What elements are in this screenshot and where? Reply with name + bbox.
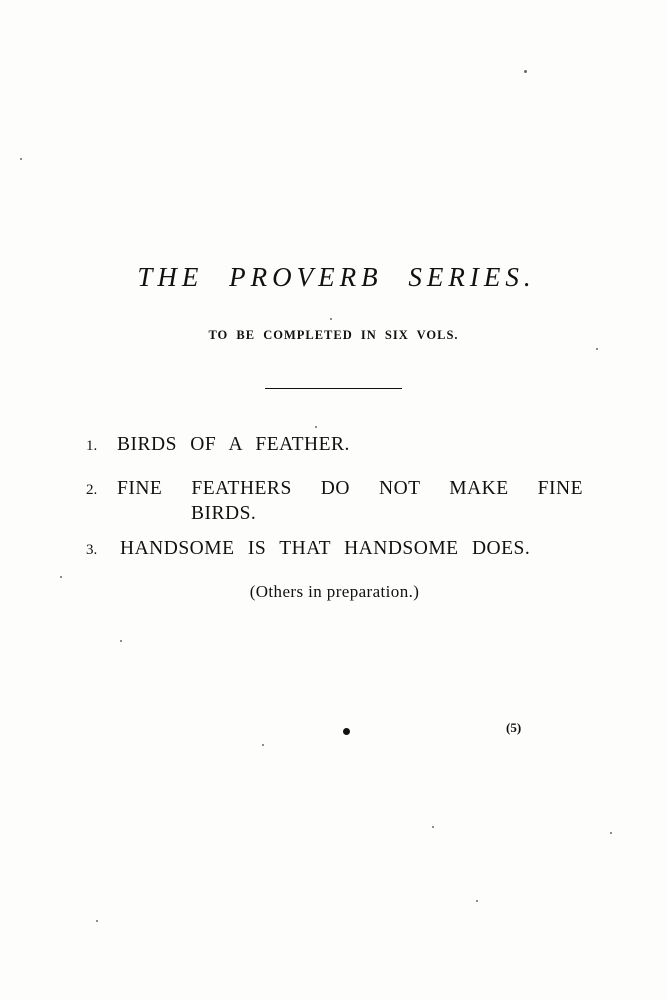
volume-number: 2. <box>86 482 98 498</box>
paper-speck <box>315 426 317 428</box>
series-subtitle: TO BE COMPLETED IN SIX VOLS. <box>208 328 459 342</box>
divider-rule <box>265 388 402 389</box>
paper-speck <box>330 318 332 320</box>
page-number: (5) <box>506 720 522 735</box>
volume-item-3 <box>86 536 586 561</box>
bullet-mark <box>343 728 350 735</box>
volume-title-line-1: FINE FEATHERS DO NOT MAKE FINE <box>117 478 583 499</box>
paper-speck <box>596 348 598 350</box>
volume-title: HANDSOME IS THAT HANDSOME DOES. <box>120 538 531 559</box>
paper-speck <box>524 70 527 73</box>
paper-speck <box>96 920 98 922</box>
volume-number: 3. <box>86 542 98 558</box>
volume-item-2 <box>86 476 586 526</box>
paper-speck <box>60 576 62 578</box>
volume-number: 1. <box>86 438 98 454</box>
paper-speck <box>120 640 122 642</box>
volume-item-1 <box>86 432 586 457</box>
paper-speck <box>476 900 478 902</box>
series-title: THE PROVERB SERIES. <box>137 262 536 292</box>
volume-title-line-2: BIRDS. <box>191 503 257 524</box>
volume-title <box>117 476 586 526</box>
paper-speck <box>262 744 264 746</box>
paper-speck <box>20 158 22 160</box>
paper-speck <box>610 832 612 834</box>
paper-speck <box>432 826 434 828</box>
preparation-note: (Others in preparation.) <box>249 582 420 601</box>
volume-title: BIRDS OF A FEATHER. <box>117 434 350 455</box>
volume-list <box>86 432 586 561</box>
